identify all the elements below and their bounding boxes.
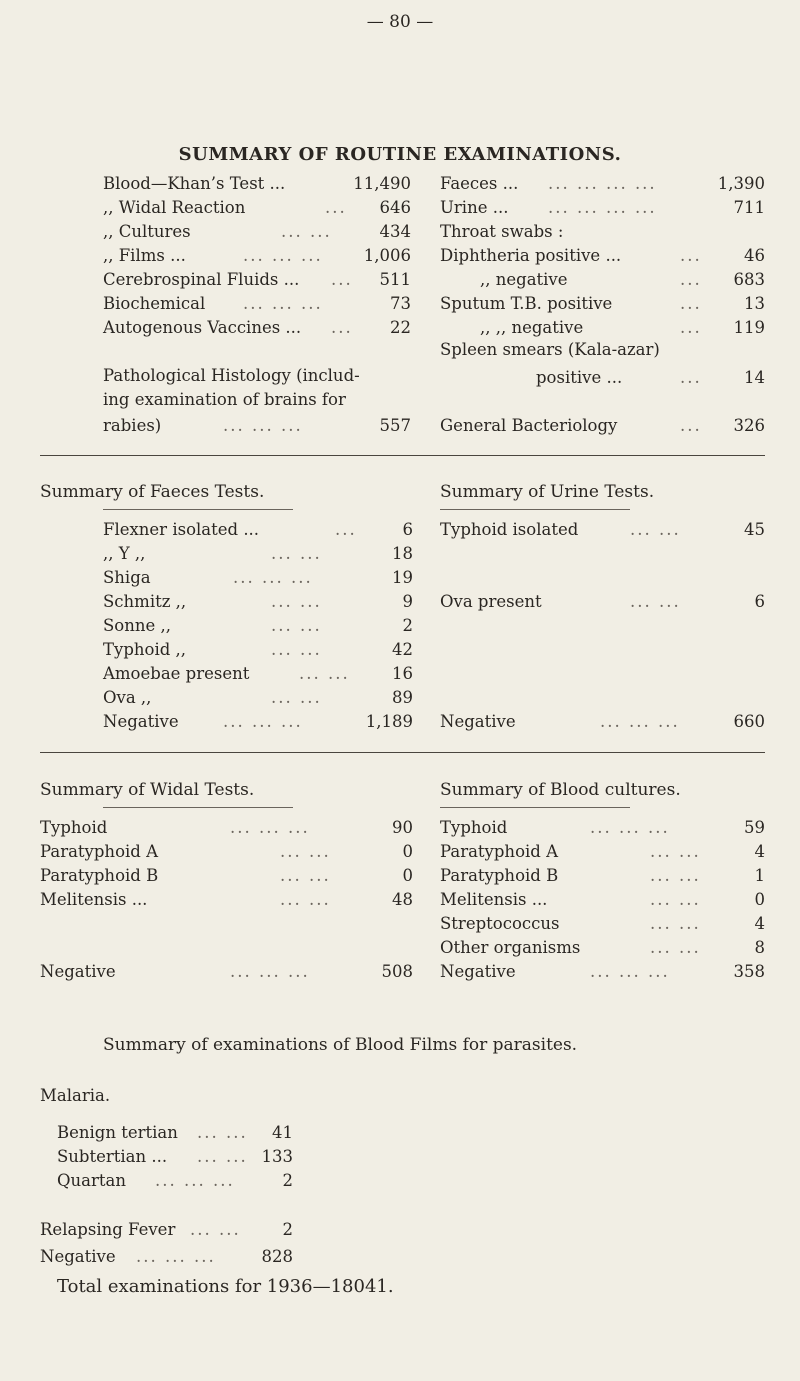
widal-summary-heading: Summary of Widal Tests. — [40, 780, 255, 800]
heading-underline — [440, 509, 630, 510]
faeces-summary-heading: Summary of Faeces Tests. — [40, 482, 265, 502]
table-row: Benign tertian ... ... 41 — [57, 1123, 293, 1142]
blood-cultures-summary-heading: Summary of Blood cultures. — [440, 780, 681, 800]
heading-underline — [103, 509, 293, 510]
table-row: Typhoid ,, ... ... 42 — [103, 640, 413, 659]
section-divider — [40, 752, 765, 753]
urine-summary-heading: Summary of Urine Tests. — [440, 482, 655, 502]
routine-row: ,, negative ... 683 — [480, 270, 765, 289]
routine-row: ,, Cultures ... ... 434 — [103, 222, 411, 241]
routine-row: Faeces ... ... ... ... ... 1,390 — [440, 174, 765, 193]
page-number: — 80 — — [366, 12, 434, 32]
table-row: Typhoid ... ... ... 90 — [40, 818, 413, 837]
routine-row: ,, ,, negative ... 119 — [480, 318, 765, 337]
pathological-row: rabies) ... ... ... 557 — [103, 416, 411, 435]
table-row: Flexner isolated ... ... 6 — [103, 520, 413, 539]
general-bacteriology-row: General Bacteriology ... 326 — [440, 416, 765, 435]
routine-row: Diphtheria positive ... ... 46 — [440, 246, 765, 265]
table-row: Paratyphoid A ... ... 4 — [440, 842, 765, 861]
table-row: Other organisms ... ... 8 — [440, 938, 765, 957]
section-divider — [40, 455, 765, 456]
table-row: Amoebae present ... ... 16 — [103, 664, 413, 683]
table-row: Relapsing Fever ... ... 2 — [40, 1220, 293, 1239]
table-row: Sonne ,, ... ... 2 — [103, 616, 413, 635]
routine-row: Autogenous Vaccines ... ... 22 — [103, 318, 411, 337]
table-row: Typhoid isolated ... ... 45 — [440, 520, 765, 539]
table-row: Ova ,, ... ... 89 — [103, 688, 413, 707]
pathological-line-1: Pathological Histology (includ- — [103, 366, 360, 385]
malaria-label: Malaria. — [40, 1086, 111, 1105]
table-row: Melitensis ... ... ... 48 — [40, 890, 413, 909]
routine-row: ,, Widal Reaction ... 646 — [103, 198, 411, 217]
total-examinations: Total examinations for 1936—18041. — [57, 1276, 394, 1297]
table-row: Subtertian ... ... ... 133 — [57, 1147, 293, 1166]
table-row: Ova present ... ... 6 — [440, 592, 765, 611]
routine-row: Biochemical ... ... ... 73 — [103, 294, 411, 313]
table-row: Shiga ... ... ... 19 — [103, 568, 413, 587]
heading-underline — [440, 807, 630, 808]
routine-row: Blood—Khan’s Test ... 11,490 — [103, 174, 411, 193]
table-row: Schmitz ,, ... ... 9 — [103, 592, 413, 611]
table-row: Typhoid ... ... ... 59 — [440, 818, 765, 837]
table-row: Streptococcus ... ... 4 — [440, 914, 765, 933]
table-row: Negative ... ... ... 660 — [440, 712, 765, 731]
table-row: ,, Y ,, ... ... 18 — [103, 544, 413, 563]
table-row: Negative ... ... ... 828 — [40, 1247, 293, 1266]
table-row: Melitensis ... ... ... 0 — [440, 890, 765, 909]
table-row: Negative ... ... ... 358 — [440, 962, 765, 981]
heading-underline — [103, 807, 293, 808]
table-row: Paratyphoid A ... ... 0 — [40, 842, 413, 861]
table-row: Negative ... ... ... 1,189 — [103, 712, 413, 731]
spleen-line-1: Spleen smears (Kala-azar) — [440, 340, 660, 359]
routine-row: Throat swabs : — [440, 222, 564, 241]
spleen-row: positive ... ... 14 — [536, 368, 765, 387]
routine-row: Cerebrospinal Fluids ... ... 511 — [103, 270, 411, 289]
table-row: Negative ... ... ... 508 — [40, 962, 413, 981]
table-row: Paratyphoid B ... ... 1 — [440, 866, 765, 885]
routine-row: Urine ... ... ... ... ... 711 — [440, 198, 765, 217]
table-row: Quartan ... ... ... 2 — [57, 1171, 293, 1190]
pathological-line-2: ing examination of brains for — [103, 390, 346, 409]
blood-films-summary-heading: Summary of examinations of Blood Films for parasites. — [103, 1035, 578, 1055]
routine-row: ,, Films ... ... ... ... 1,006 — [103, 246, 411, 265]
table-row: Paratyphoid B ... ... 0 — [40, 866, 413, 885]
routine-row: Sputum T.B. positive ... 13 — [440, 294, 765, 313]
page-title: SUMMARY OF ROUTINE EXAMINATIONS. — [178, 144, 622, 165]
